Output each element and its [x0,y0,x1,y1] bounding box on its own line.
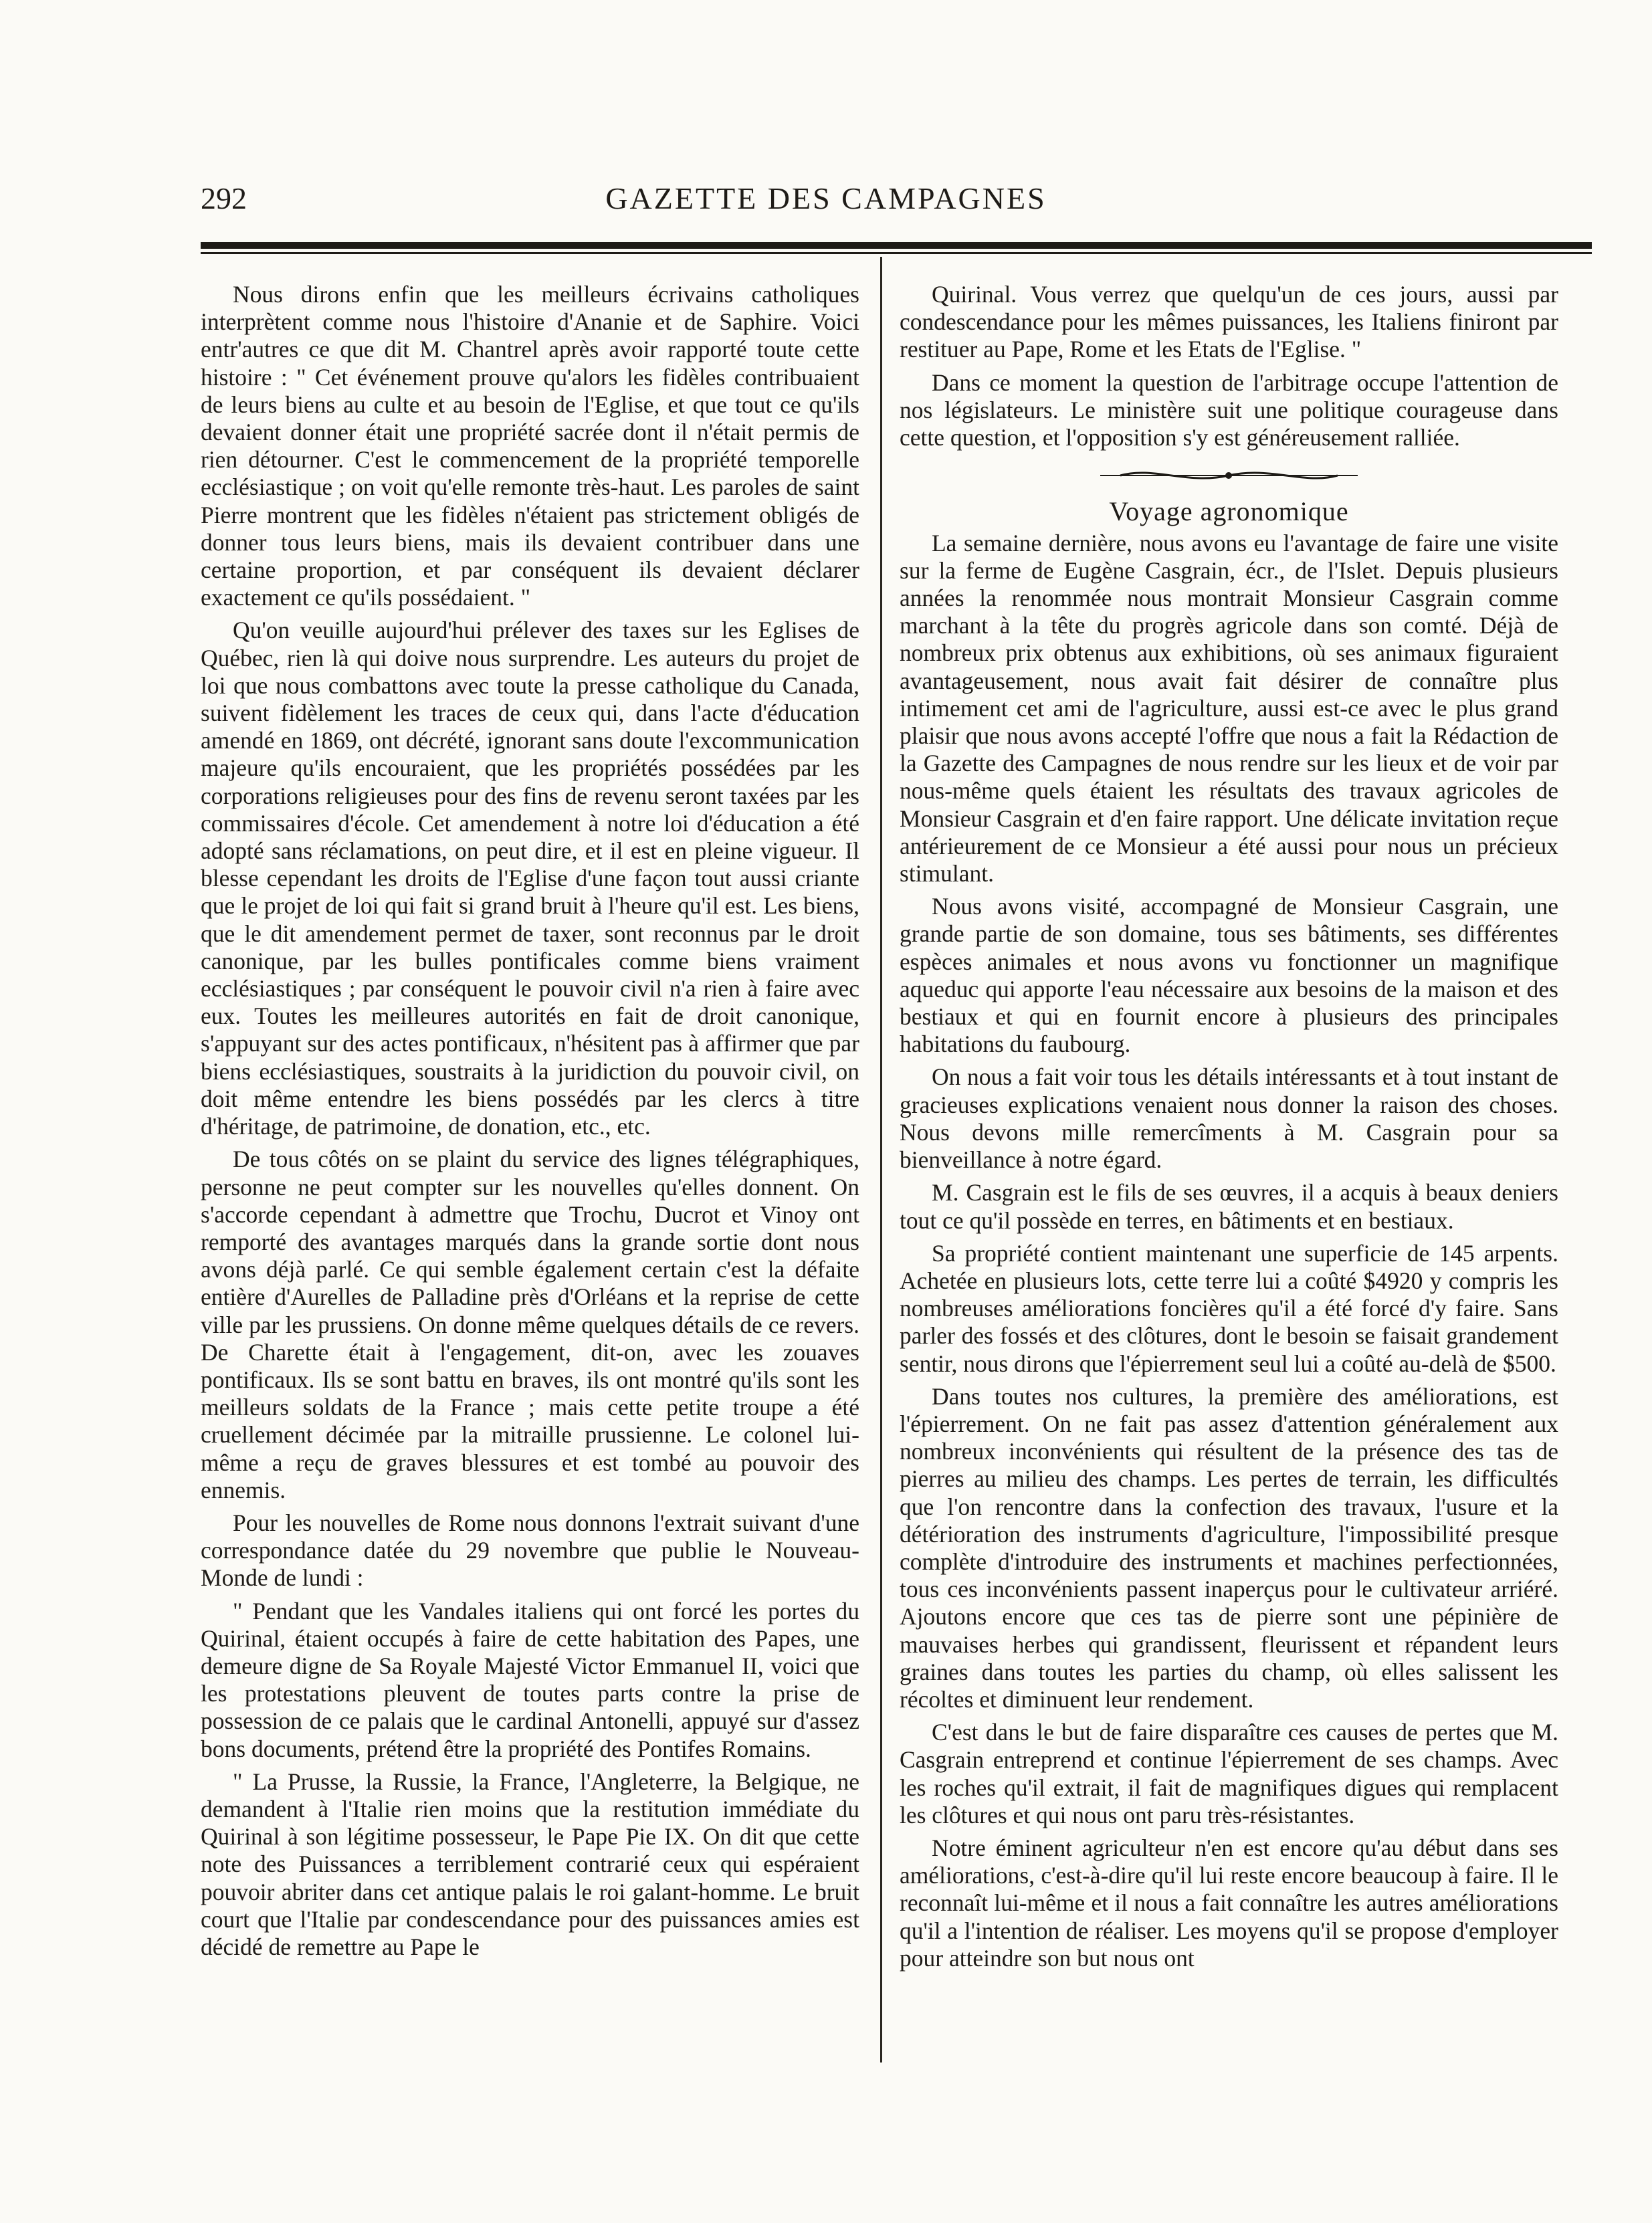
right-column [900,281,1558,1978]
header-rule-thick [201,242,1592,249]
paragraph: Qu'on veuille aujourd'hui prélever des taxes sur les Eglises de Québec, rien là qui doive nous surprendre. Les auteurs du projet de loi que nous combattons avec toute la presse catholique du Canada, suivent fidèlement les traces de ceux qui, dans l'acte d'éducation amendé en 1869, ont décrété, ignorant sans doute l'excommunication majeure qu'ils encouraient, que les propriétés possédées par les corporations religieuses pour des fins de revenu seront taxées par les commissaires d'école. Cet amendement à notre loi d'éducation a été adopté sans réclamations, on peut dire, et il est en pleine vigueur. Il blesse cependant les droits de l'Eglise d'une façon tout aussi criante que le projet de loi qui fait si grand bruit à l'heure qu'il est. Les biens, que le dit amendement permet de taxer, sont reconnus par le droit canonique, par les bulles pontificales comme biens vraiment ecclésiastiques ; par conséquent le pouvoir civil n'a rien à faire avec eux. Toutes les meilleures autorités en fait de droit canonique, s'appuyant sur des actes pontificaux, n'hésitent pas à affirmer que par biens ecclésiastiques, soustraits à la juridiction du pouvoir civil, on doit même entendre les biens possédés par les clercs à titre d'héritage, de patrimoine, de donation, etc., etc. [201,617,859,1140]
paragraph: Nous dirons enfin que les meilleurs écrivains catholiques interprètent comme nous l'histoire d'Ananie et de Saphire. Voici entr'autres ce que dit M. Chantrel après avoir rapporté toute cette histoire : " Cet événement prouve qu'alors les fidèles contribuaient de leurs biens au culte et au besoin de l'Eglise, et que tout ce qu'ils devaient donner était une propriété sacrée dont il n'était permis de rien détourner. C'est le commencement de la propriété temporelle ecclésiastique ; on voit qu'elle remonte très-haut. Les paroles de saint Pierre montrent que les fidèles n'étaient pas strictement obligés de donner tous leurs biens, mais ils devaient contribuer dans une certaine proportion, et par conséquent ils devaient déclarer exactement ce qu'ils possédaient. " [201,281,859,611]
section-heading: Voyage agronomique [1109,496,1349,527]
running-head-title: GAZETTE DES CAMPAGNES [605,181,1047,215]
ornamental-divider [900,461,1558,490]
left-column [201,281,859,1966]
column-divider [880,257,882,2062]
paragraph: Notre éminent agriculteur n'en est encore qu'au début dans ses améliorations, c'est-à-dire qu'il lui reste encore beaucoup à faire. Il le reconnaît lui-même et il nous a fait connaître les autres améliorations qu'il a l'intention de réaliser. Les moyens qu'il se propose d'employer pour atteindre son but nous ont [900,1834,1558,1972]
paragraph: " La Prusse, la Russie, la France, l'Angleterre, la Belgique, ne demandent à l'Italie rien moins que la restitution immédiate du Quirinal à son légitime possesseur, le Pape Pie IX. On dit que cette note des Puissances a terriblement contrarié ceux qui espéraient pouvoir abriter dans cet antique palais le roi galant-homme. Le bruit court que l'Italie par condescendance pour des puissances amies est décidé de remettre au Pape le [201,1768,859,1960]
paragraph: Sa propriété contient maintenant une superficie de 145 arpents. Achetée en plusieurs lots, cette terre lui a coûté $4920 y compris les nombreuses améliorations foncières qu'il a été forcé d'y faire. Sans parler des fossés et des clôtures, dont le besoin se faisait grandement sentir, nous dirons que l'épierrement seul lui a coûté au-delà de $500. [900,1239,1558,1377]
paragraph: M. Casgrain est le fils de ses œuvres, il a acquis à beaux deniers tout ce qu'il possède en terres, en bâtiments et en bestiaux. [900,1179,1558,1234]
paragraph: Nous avons visité, accompagné de Monsieur Casgrain, une grande partie de son domaine, tous ses bâtiments, ses différentes espèces animales et nous avons vu fonctionner un magnifique aqueduc qui apporte l'eau nécessaire aux besoins de la maison et des bestiaux et qui en fournit encore à plusieurs des principales habitations du faubourg. [900,893,1558,1058]
paragraph: On nous a fait voir tous les détails intéressants et à tout instant de gracieuses explications venaient nous donner la raison des choses. Nous devons mille remercîments à M. Casgrain pour sa bienveillance à notre égard. [900,1063,1558,1174]
paragraph: " Pendant que les Vandales italiens qui ont forcé les portes du Quirinal, étaient occupés à faire de cette habitation des Papes, une demeure digne de Sa Royale Majesté Victor Emmanuel II, voici que les protestations pleuvent de toutes parts contre la prise de possession de ce palais que le cardinal Antonelli, appuyé sur d'assez bons documents, prétend être la propriété des Pontifes Romains. [201,1597,859,1762]
header-rule-thin [201,252,1592,254]
paragraph: Dans ce moment la question de l'arbitrage occupe l'attention de nos législateurs. Le ministère suit une politique courageuse dans cette question, et l'opposition s'y est généreusement ralliée. [900,368,1558,451]
paragraph: Pour les nouvelles de Rome nous donnons l'extrait suivant d'une correspondance datée du 29 novembre que publie le Nouveau-Monde de lundi : [201,1509,859,1592]
paragraph: Dans toutes nos cultures, la première des améliorations, est l'épierrement. On ne fait pas assez d'attention généralement aux nombreux inconvénients qui résultent de la présence des tas de pierres au milieu des champs. Les pertes de terrain, les difficultés que l'on rencontre dans la confection des travaux, l'usure et la détérioration des instruments d'agriculture, l'impossibilité presque complète d'introduire des instruments et machines perfectionnées, tous ces inconvénients passent inaperçus pour le cultivateur arriéré. Ajoutons encore que ces tas de pierre sont une pépinière de mauvaises herbes qui grandissent, fleurissent et répandent leurs graines dans toutes les parties du champ, où elles salissent les récoltes et diminuent leur rendement. [900,1382,1558,1713]
paragraph: De tous côtés on se plaint du service des lignes télégraphiques, personne ne peut compter sur les nouvelles qu'elles donnent. On s'accorde cependant à admettre que Trochu, Ducrot et Vinoy ont remporté des avantages marqués dans la grande sortie dont nous avons déjà parlé. Ce qui semble également certain c'est la défaite entière d'Aurelles de Palladine près d'Orléans et la reprise de cette ville par les prussiens. On donne même quelques détails de ce revers. De Charette était à l'engagement, dit-on, avec les zouaves pontificaux. Ils se sont battu en braves, ils ont montré qu'ils sont les meilleurs soldats de la France ; mais cette petite troupe a été cruellement décimée par la mitraille prussienne. Le colonel lui-même a reçu de graves blessures et est tombé au pouvoir des ennemis. [201,1146,859,1503]
paragraph: Quirinal. Vous verrez que quelqu'un de ces jours, aussi par condescendance pour les mêmes puissances, les Italiens finiront par restituer au Pape, Rome et les Etats de l'Eglise. " [900,281,1558,363]
paragraph: C'est dans le but de faire disparaître ces causes de pertes que M. Casgrain entreprend et continue l'épierrement de ses champs. Avec les roches qu'il extrait, il fait de magnifiques digues qui remplacent les clôtures et qui nous ont paru très-résistantes. [900,1719,1558,1828]
page-number: 292 [201,181,247,215]
paragraph: La semaine dernière, nous avons eu l'avantage de faire une visite sur la ferme de Eugène Casgrain, écr., de l'Islet. Depuis plusieurs années la renommée nous montrait Monsieur Casgrain comme marchant à la tête du progrès agricole dans son comté. Déjà de nombreux prix obtenus aux exhibitions, où ses animaux figuraient avantageusement, nous avait fait désirer de connaître plus intimement cet ami de l'agriculture, aussi est-ce avec le plus grand plaisir que nous avons accepté l'offre que nous a fait la Rédaction de la Gazette des Campagnes de nous rendre sur les lieux et de voir par nous-même quels étaient les résultats des travaux agricoles de Monsieur Casgrain et d'en faire rapport. Une délicate invitation reçue antérieurement de ce Monsieur a été aussi pour nous un précieux stimulant. [900,529,1558,887]
